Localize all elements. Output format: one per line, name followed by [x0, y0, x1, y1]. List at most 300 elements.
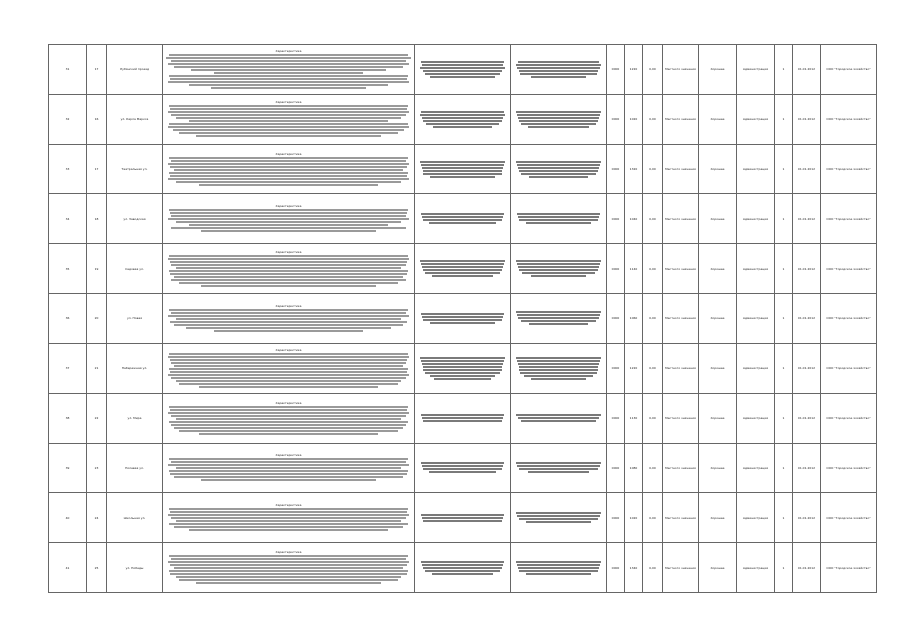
text-line	[170, 573, 407, 575]
text-line	[168, 178, 410, 180]
text-line	[528, 126, 589, 128]
text-line	[174, 476, 403, 478]
date-cell: 01.01.2012	[793, 343, 821, 393]
text-line	[421, 213, 505, 215]
text-line	[423, 420, 503, 422]
text-line	[171, 312, 405, 314]
text-line	[169, 54, 408, 56]
text-line	[171, 60, 405, 62]
route-end-cell	[511, 194, 607, 244]
text-line	[423, 319, 501, 321]
organization-cell: ООО "Городское хозяйство"	[821, 543, 877, 593]
text-line	[168, 356, 410, 358]
route-end-cell	[511, 543, 607, 593]
road-type-cell: Местного значения	[663, 493, 699, 543]
description-header: Характеристика	[275, 204, 302, 209]
table-row	[49, 244, 877, 294]
text-line	[425, 372, 499, 374]
text-line	[518, 61, 600, 63]
route-begin-cell	[415, 393, 511, 443]
row-number-cell: 34	[49, 194, 87, 244]
text-line	[517, 213, 601, 215]
text-line	[174, 427, 403, 429]
text-line	[422, 564, 504, 566]
description-cell	[163, 393, 415, 443]
text-line	[423, 369, 501, 371]
length-cell: 1340	[625, 543, 643, 593]
road-name-cell: Школьная ул.	[107, 493, 163, 543]
text-line	[421, 514, 505, 516]
road-type-cell: Местного значения	[663, 543, 699, 593]
count-cell: 1	[775, 443, 793, 493]
text-line	[170, 166, 407, 168]
text-line	[170, 564, 407, 566]
length-cell: 1220	[625, 343, 643, 393]
text-line	[169, 421, 408, 423]
condition-cell: Хорошее	[699, 443, 737, 493]
text-line	[526, 573, 591, 575]
description-cell	[163, 443, 415, 493]
text-line	[211, 87, 365, 89]
organization-cell: ООО "Городское хозяйство"	[821, 244, 877, 294]
text-line	[169, 157, 408, 159]
organization-cell: ООО "Городское хозяйство"	[821, 94, 877, 144]
road-type-cell: Местного значения	[663, 94, 699, 144]
road-id-cell: 19	[87, 244, 107, 294]
count-cell: 1	[775, 94, 793, 144]
text-line	[214, 330, 363, 332]
text-line	[422, 216, 504, 218]
text-line	[422, 117, 504, 119]
text-line	[174, 276, 403, 278]
route-begin-cell	[415, 194, 511, 244]
condition-cell: Хорошее	[699, 45, 737, 95]
text-line	[170, 409, 407, 411]
text-line	[168, 412, 410, 414]
text-line	[171, 264, 405, 266]
text-line	[169, 368, 408, 370]
text-line	[517, 465, 601, 467]
text-line	[421, 462, 505, 464]
text-line	[169, 105, 408, 107]
date-cell: 01.01.2012	[793, 493, 821, 543]
description-header: Характеристика	[275, 453, 302, 458]
text-line	[529, 176, 589, 178]
text-line	[168, 561, 410, 563]
text-line	[526, 222, 591, 224]
road-type-cell: Местного значения	[663, 443, 699, 493]
text-line	[169, 255, 408, 257]
area-cell: 0000	[607, 194, 625, 244]
route-end-cell	[511, 294, 607, 344]
text-line	[521, 173, 595, 175]
text-line	[422, 167, 504, 169]
text-line	[179, 430, 398, 432]
text-line	[171, 415, 405, 417]
text-line	[531, 378, 587, 380]
text-line	[519, 369, 597, 371]
text-line	[519, 219, 597, 221]
road-type-cell: Местного значения	[663, 343, 699, 393]
text-line	[169, 172, 408, 174]
text-line	[423, 173, 501, 175]
road-id-cell: 24	[87, 493, 107, 543]
text-line	[517, 314, 601, 316]
text-line	[426, 123, 499, 125]
description-cell	[163, 543, 415, 593]
text-line	[519, 366, 599, 368]
route-end-cell	[511, 144, 607, 194]
text-line	[176, 520, 400, 522]
text-line	[518, 117, 600, 119]
organization-cell: ООО "Городское хозяйство"	[821, 194, 877, 244]
description-cell	[163, 294, 415, 344]
row-number-cell: 33	[49, 144, 87, 194]
text-line	[201, 479, 375, 481]
row-number-cell: 32	[49, 94, 87, 144]
text-line	[422, 266, 504, 268]
length-cell: 1080	[625, 443, 643, 493]
text-line	[423, 468, 503, 470]
text-line	[516, 161, 602, 163]
text-line	[169, 470, 408, 472]
text-line	[170, 321, 407, 323]
date-cell: 01.01.2012	[793, 443, 821, 493]
road-name-cell: Полевая ул.	[107, 443, 163, 493]
route-begin-cell	[415, 45, 511, 95]
text-line	[169, 123, 408, 125]
register-page	[48, 44, 876, 592]
condition-cell: Хорошее	[699, 393, 737, 443]
road-register-table	[48, 44, 877, 593]
description-header: Характеристика	[275, 347, 302, 352]
text-line	[423, 219, 503, 221]
text-line	[176, 181, 400, 183]
text-line	[518, 216, 600, 218]
text-line	[168, 126, 410, 128]
text-line	[521, 123, 595, 125]
road-name-cell: ул. Заводская	[107, 194, 163, 244]
text-line	[176, 318, 400, 320]
owner-cell: Администрация	[737, 94, 775, 144]
date-cell: 01.01.2012	[793, 244, 821, 294]
text-line	[516, 561, 602, 563]
count-cell: 1	[775, 45, 793, 95]
route-end-cell	[511, 244, 607, 294]
text-line	[522, 272, 595, 274]
text-line	[170, 511, 407, 513]
text-line	[174, 526, 403, 528]
row-number-cell: 31	[49, 45, 87, 95]
text-line	[214, 72, 363, 74]
text-line	[425, 272, 499, 274]
text-line	[168, 111, 410, 113]
text-line	[168, 514, 410, 516]
road-id-cell: 18	[87, 194, 107, 244]
road-id-cell: 21	[87, 343, 107, 393]
text-line	[199, 184, 378, 186]
owner-cell: Администрация	[737, 493, 775, 543]
length-cell: 1130	[625, 393, 643, 443]
text-line	[189, 120, 388, 122]
text-line	[421, 561, 505, 563]
text-line	[176, 467, 400, 469]
length-cell: 1040	[625, 194, 643, 244]
text-line	[423, 70, 503, 72]
road-name-cell: ул. Карла Маркса	[107, 94, 163, 144]
text-line	[169, 353, 408, 355]
condition-cell: Хорошее	[699, 294, 737, 344]
text-line	[173, 129, 405, 131]
road-id-cell: 25	[87, 543, 107, 593]
road-name-cell: Театральная ул.	[107, 144, 163, 194]
text-line	[423, 567, 503, 569]
owner-cell: Администрация	[737, 45, 775, 95]
width-cell: 0,00	[643, 45, 663, 95]
row-number-cell: 35	[49, 244, 87, 294]
length-cell: 1140	[625, 244, 643, 294]
route-begin-cell	[415, 144, 511, 194]
count-cell: 1	[775, 294, 793, 344]
text-line	[168, 258, 410, 260]
text-line	[199, 433, 378, 435]
text-line	[170, 78, 407, 80]
text-line	[516, 260, 602, 262]
text-line	[519, 170, 597, 172]
width-cell: 0,00	[643, 294, 663, 344]
date-cell: 01.01.2012	[793, 94, 821, 144]
text-line	[171, 461, 405, 463]
text-line	[420, 161, 506, 163]
text-line	[169, 508, 408, 510]
description-cell	[163, 343, 415, 393]
owner-cell: Администрация	[737, 194, 775, 244]
text-line	[422, 517, 504, 519]
road-type-cell: Местного значения	[663, 194, 699, 244]
route-begin-cell	[415, 294, 511, 344]
count-cell: 1	[775, 194, 793, 244]
owner-cell: Администрация	[737, 393, 775, 443]
condition-cell: Хорошее	[699, 194, 737, 244]
text-line	[518, 363, 600, 365]
count-cell: 1	[775, 393, 793, 443]
route-begin-cell	[415, 493, 511, 543]
organization-cell: ООО "Городское хозяйство"	[821, 493, 877, 543]
table-row	[49, 543, 877, 593]
length-cell: 1060	[625, 294, 643, 344]
road-type-cell: Местного значения	[663, 244, 699, 294]
text-line	[423, 120, 503, 122]
width-cell: 0,00	[643, 543, 663, 593]
road-name-cell: ул. Новая	[107, 294, 163, 344]
text-line	[171, 160, 405, 162]
text-line	[516, 357, 602, 359]
text-line	[170, 371, 407, 373]
text-line	[170, 108, 407, 110]
road-name-cell: Садовая ул.	[107, 244, 163, 294]
text-line	[171, 362, 405, 364]
date-cell: 01.01.2012	[793, 144, 821, 194]
row-number-cell: 41	[49, 543, 87, 593]
text-line	[429, 471, 496, 473]
road-id-cell: 17	[87, 45, 107, 95]
table-row	[49, 144, 877, 194]
route-begin-cell	[415, 343, 511, 393]
text-line	[171, 377, 405, 379]
text-line	[429, 222, 496, 224]
route-begin-cell	[415, 543, 511, 593]
text-line	[516, 414, 602, 416]
text-line	[526, 521, 591, 523]
text-line	[524, 375, 593, 377]
text-line	[169, 209, 408, 211]
text-line	[520, 73, 596, 75]
count-cell: 1	[775, 244, 793, 294]
text-line	[425, 570, 499, 572]
register-body	[49, 45, 877, 593]
text-line	[519, 70, 599, 72]
width-cell: 0,00	[643, 144, 663, 194]
road-name-cell: ул. Мира	[107, 393, 163, 443]
condition-cell: Хорошее	[699, 343, 737, 393]
table-row	[49, 343, 877, 393]
road-id-cell: 22	[87, 393, 107, 443]
text-line	[170, 212, 407, 214]
text-line	[196, 582, 380, 584]
text-line	[519, 120, 599, 122]
description-header: Характеристика	[275, 48, 302, 53]
text-line	[169, 309, 408, 311]
text-line	[516, 311, 602, 313]
organization-cell: ООО "Городское хозяйство"	[821, 294, 877, 344]
text-line	[170, 359, 407, 361]
description-header: Характеристика	[275, 249, 302, 254]
length-cell: 1220	[625, 45, 643, 95]
text-line	[519, 468, 597, 470]
text-line	[171, 114, 405, 116]
count-cell: 1	[775, 343, 793, 393]
condition-cell: Хорошее	[699, 94, 737, 144]
length-cell: 1320	[625, 144, 643, 194]
text-line	[519, 570, 597, 572]
route-begin-cell	[415, 94, 511, 144]
text-line	[421, 111, 505, 113]
text-line	[189, 84, 388, 86]
text-line	[518, 417, 600, 419]
text-line	[432, 573, 493, 575]
owner-cell: Администрация	[737, 343, 775, 393]
route-begin-cell	[415, 244, 511, 294]
description-cell	[163, 194, 415, 244]
text-line	[169, 270, 408, 272]
count-cell: 1	[775, 543, 793, 593]
text-line	[174, 324, 403, 326]
table-row	[49, 393, 877, 443]
row-number-cell: 37	[49, 343, 87, 393]
text-line	[170, 175, 407, 177]
text-line	[517, 164, 601, 166]
description-header: Характеристика	[275, 550, 302, 555]
text-line	[519, 518, 599, 520]
text-line	[519, 269, 599, 271]
date-cell: 01.01.2012	[793, 45, 821, 95]
text-line	[169, 406, 408, 408]
text-line	[176, 380, 400, 382]
text-line	[179, 282, 398, 284]
road-type-cell: Местного значения	[663, 294, 699, 344]
text-line	[517, 67, 601, 69]
text-line	[430, 176, 495, 178]
text-line	[529, 323, 589, 325]
text-line	[531, 275, 587, 277]
text-line	[168, 374, 410, 376]
organization-cell: ООО "Городское хозяйство"	[821, 443, 877, 493]
description-header: Характеристика	[275, 151, 302, 156]
text-line	[186, 327, 390, 329]
area-cell: 0000	[607, 493, 625, 543]
text-line	[516, 64, 602, 66]
text-line	[166, 57, 410, 59]
description-cell	[163, 493, 415, 543]
text-line	[171, 279, 405, 281]
route-end-cell	[511, 493, 607, 543]
text-line	[176, 221, 400, 223]
description-header: Характеристика	[275, 100, 302, 105]
table-row	[49, 493, 877, 543]
text-line	[516, 512, 602, 514]
text-line	[174, 567, 403, 569]
text-line	[176, 117, 400, 119]
date-cell: 01.01.2012	[793, 393, 821, 443]
organization-cell: ООО "Городское хозяйство"	[821, 45, 877, 95]
area-cell: 0000	[607, 94, 625, 144]
text-line	[171, 517, 405, 519]
text-line	[171, 424, 405, 426]
text-line	[520, 372, 596, 374]
road-name-cell: Набережная ул.	[107, 343, 163, 393]
text-line	[201, 285, 375, 287]
text-line	[169, 75, 408, 77]
description-header: Характеристика	[275, 503, 302, 508]
road-id-cell: 20	[87, 294, 107, 344]
width-cell: 0,00	[643, 443, 663, 493]
text-line	[516, 111, 602, 113]
road-type-cell: Местного значения	[663, 393, 699, 443]
date-cell: 01.01.2012	[793, 543, 821, 593]
width-cell: 0,00	[643, 343, 663, 393]
text-line	[432, 275, 493, 277]
table-row	[49, 443, 877, 493]
text-line	[171, 215, 405, 217]
width-cell: 0,00	[643, 194, 663, 244]
text-line	[531, 76, 587, 78]
area-cell: 0000	[607, 144, 625, 194]
text-line	[169, 555, 408, 557]
text-line	[422, 64, 504, 66]
text-line	[434, 378, 492, 380]
owner-cell: Администрация	[737, 443, 775, 493]
text-line	[421, 61, 505, 63]
text-line	[170, 273, 407, 275]
text-line	[176, 418, 400, 420]
table-row	[49, 45, 877, 95]
text-line	[430, 322, 495, 324]
text-line	[517, 114, 601, 116]
text-line	[421, 313, 505, 315]
text-line	[423, 520, 501, 522]
owner-cell: Администрация	[737, 144, 775, 194]
row-number-cell: 36	[49, 294, 87, 344]
